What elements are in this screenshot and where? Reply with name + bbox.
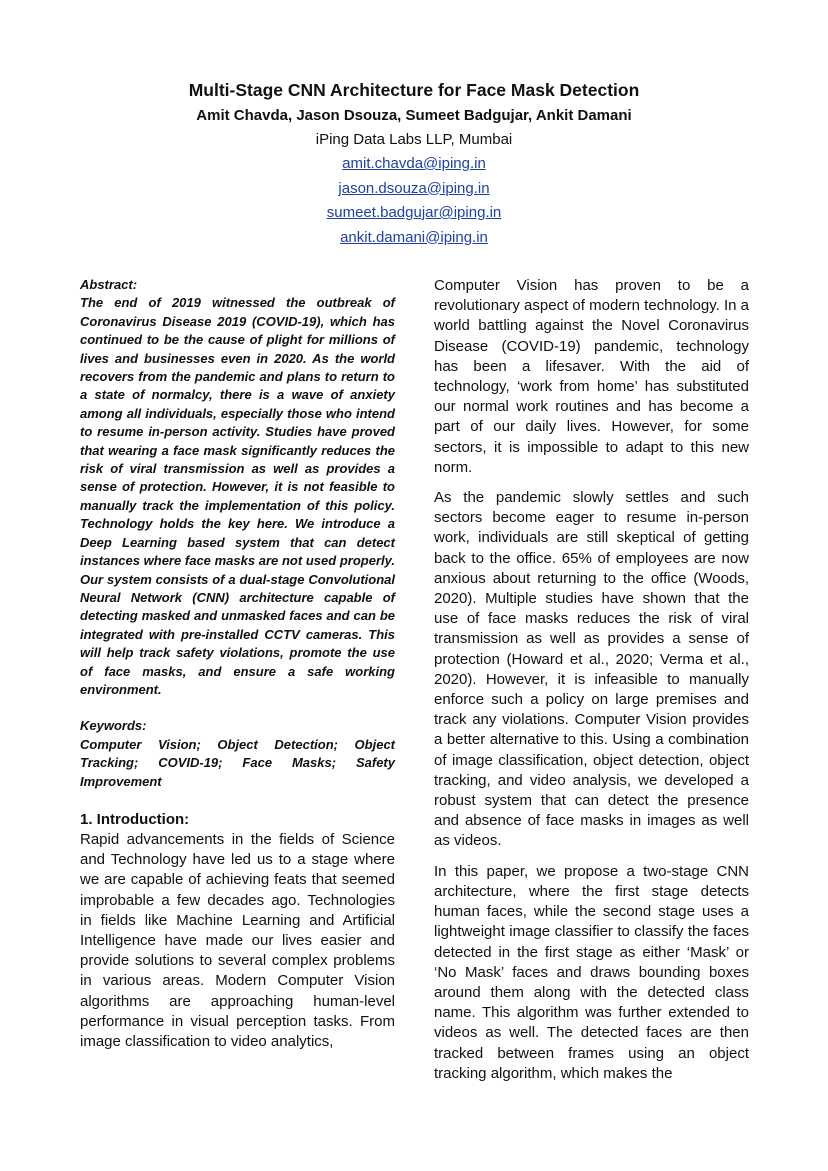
abstract-label: Abstract: <box>80 277 138 292</box>
email-link-sumeet[interactable]: sumeet.badgujar@iping.in <box>326 204 502 221</box>
intro-paragraph-3: As the pandemic slowly settles and such sectors become eager to resume in-person work, individuals are still skeptical of getting back to the office. 65% of employees are now anxious about returning to the office (Woods, 2020). Multiple studies have shown that the use of face masks reduces the risk of viral transmission as well as provides a sense of protection (Howard et al., 2020; Verma et al., 2020). However, it is infeasible to manually enforce such a policy on large premises and track any violations. Computer Vision provides a better alternative to this. Using a combination of image classification, object detection, object tracking, and video analysis, we developed a robust system that can detect the presence and absence of face masks in images as well as videos. <box>434 489 749 850</box>
email-link-ankit[interactable]: ankit.damani@iping.in <box>340 228 488 246</box>
paper-title: Multi-Stage CNN Architecture for Face Mask Detection <box>188 80 640 100</box>
affiliation: iPing Data Labs LLP, Mumbai <box>315 131 513 148</box>
keywords-label: Keywords: <box>80 718 147 734</box>
intro-paragraph-1: Rapid advancements in the fields of Science and Technology have led us to a stage where we are capable of achieving feats that seemed improbable a few decades ago. Technologies in fields like Machine Learning and Artificial Intelligence have made our lives easier and provide solutions to several complex problems in various areas. Modern Computer Vision algorithms are approaching human-level performance in visual perception tasks. From image classification to video analytics, <box>80 830 395 1050</box>
abstract-text: The end of 2019 witnessed the outbreak of Coronavirus Disease 2019 (COVID-19), which has continued to be the cause of plight for millions of lives and businesses even in 2020. As the world recovers from the pandemic and plans to return to a state of normalcy, there is a wave of anxiety among all individuals, especially those who intend to resume in-person activity. Studies have proved that wearing a face mask significantly reduces the risk of viral transmission as well as provides a sense of protection. However, it is not feasible to manually track the implementation of this policy. Technology holds the key here. We introduce a Deep Learning based system that can detect instances where face masks are not used properly. Our system consists of a dual-stage Convolutional Neural Network (CNN) architecture capable of detecting masked and unmasked faces and can be integrated with pre-installed CCTV cameras. This will help track safety violations, promote the use of face masks, and ensure a safe working environment. <box>80 295 395 697</box>
intro-paragraph-2: Computer Vision has proven to be a revolutionary aspect of modern technology. In a world battling against the Novel Coronavirus Disease (COVID-19) pandemic, technology has been a lifesaver. With the aid of technology, ‘work from home’ has substituted our normal work routines and has become a part of our daily lives. However, for some sectors, it is impossible to adapt to this new norm. <box>434 277 749 476</box>
paper-header <box>0 78 828 250</box>
keywords-section <box>80 717 395 791</box>
email-link-jason[interactable]: jason.dsouza@iping.in <box>338 179 490 197</box>
author-list: Amit Chavda, Jason Dsouza, Sumeet Badgujar, Ankit Damani <box>196 107 632 124</box>
intro-paragraph-4: In this paper, we propose a two-stage CNN architecture, where the first stage detects human faces, while the second stage uses a lightweight image classifier to classify the faces detected in the first stage as either ‘Mask’ or ‘No Mask’ faces and draws bounding boxes around them along with the detected class name. This algorithm was further extended to videos as well. The detected faces are then tracked between frames using an object tracking algorithm, which makes the <box>434 862 749 1082</box>
right-column <box>434 276 749 1094</box>
introduction-heading: 1. Introduction: <box>80 810 190 828</box>
left-column <box>80 276 395 1052</box>
keywords-text: Computer Vision; Object Detection; Object Tracking; COVID-19; Face Masks; Safety Improvement <box>80 736 395 789</box>
abstract-section <box>80 276 395 699</box>
email-link-amit[interactable]: amit.chavda@iping.in <box>342 155 486 172</box>
